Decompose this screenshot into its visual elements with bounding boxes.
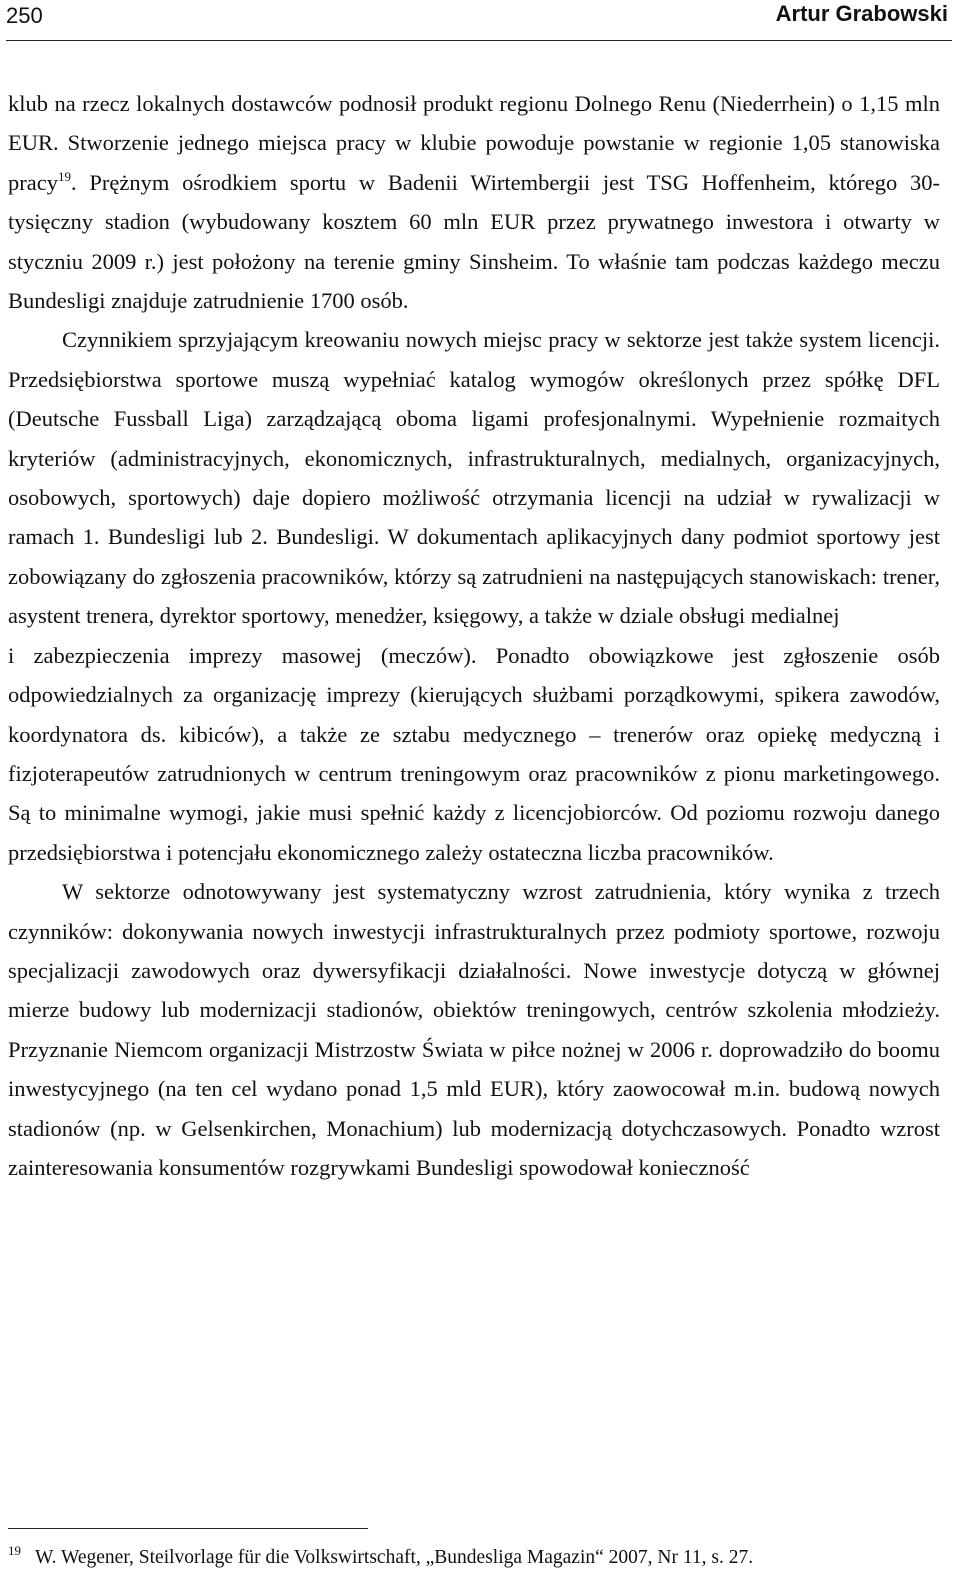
footnote bbox=[8, 1538, 940, 1571]
paragraph-2: Czynnikiem sprzyjającym kreowaniu nowych miejsc pracy w sektorze jest także system licencji. Przedsiębiorstwa sportowe muszą wypełniać katalog wymogów określonych przez spółkę DFL (Deutsche Fussball Liga) zarządzającą oboma ligami profesjonalnymi. Wypełnienie rozmaitych kryteriów (administracyjnych, ekonomicznych, infrastrukturalnych, medialnych, organizacyjnych, osobowych, sportowych) daje dopiero możliwość otrzymania licencji na udział w rywalizacji w ramach 1. Bundesligi lub 2. Bundesligi. W dokumentach aplikacyjnych dany podmiot sportowy jest zobowiązany do zgłoszenia pracowników, którzy są zatrudnieni na następujących stanowiskach: trener, asystent trenera, dyrektor sportowy, menedżer, księgowy, a także w dziale obsługi medialnej bbox=[8, 327, 940, 629]
footnote-number: 19 bbox=[8, 1543, 21, 1558]
body-text bbox=[8, 84, 940, 1187]
footnote-rule bbox=[8, 1528, 368, 1529]
header-rule bbox=[6, 40, 952, 41]
paragraph-1-part-b: . Prężnym ośrodkiem sportu w Badenii Wirtembergii jest TSG Hoffenheim, którego 30-tysięczny stadion (wybudowany kosztem 60 mln EUR przez prywatnego inwestora i otwarty w styczniu 2009 r.) jest położony na terenie gminy Sinsheim. To właśnie tam podczas każdego meczu Bundesligi znajduje zatrudnienie 1700 osób. bbox=[8, 169, 940, 314]
footnote-text: W. Wegener, Steilvorlage für die Volkswirtschaft, „Bundesliga Magazin“ 2007, Nr 11, s. 27. bbox=[35, 1547, 754, 1568]
paragraph-3: i zabezpieczenia imprezy masowej (meczów). Ponadto obowiązkowe jest zgłoszenie osób odpowiedzialnych za organizację imprezy (kierujących służbami porządkowymi, spikera zawodów, koordynatora ds. kibiców), a także ze sztabu medycznego – trenerów oraz opiekę medyczną i fizjoterapeutów zatrudnionych w centrum treningowym oraz pracowników z pionu marketingowego. Są to minimalne wymogi, jakie musi spełnić każdy z licencjobiorców. Od poziomu rozwoju danego przedsiębiorstwa i potencjału ekonomicznego zależy ostateczna liczba pracowników. bbox=[8, 642, 940, 865]
page-header bbox=[6, 0, 952, 40]
paragraph-4: W sektorze odnotowywany jest systematyczny wzrost zatrudnienia, który wynika z trzech czynników: dokonywania nowych inwestycji infrastrukturalnych przez podmioty sportowe, rozwoju specjalizacji zawodowych oraz dywersyfikacji działalności. Nowe inwestycje dotyczą w głównej mierze budowy lub modernizacji stadionów, obiektów treningowych, centrów szkolenia młodzieży. Przyznanie Niemcom organizacji Mistrzostw Świata w piłce nożnej w 2006 r. doprowadziło do boomu inwestycyjnego (na ten cel wydano ponad 1,5 mld EUR), który zaowocował m.in. budową nowych stadionów (np. w Gelsenkirchen, Monachium) lub modernizacją dotychczasowych. Ponadto wzrost zainteresowania konsumentów rozgrywkami Bundesligi spowodował konieczność bbox=[8, 879, 940, 1180]
page-number: 250 bbox=[6, 3, 43, 28]
paragraph-1-part-a: klub na rzecz lokalnych dostawców podnosił produkt regionu Dolnego Renu (Niederrhein) o 1,15 mln EUR. Stworzenie jednego miejsca pracy w klubie powoduje powstanie w regionie 1,05 stanowiska pracy bbox=[8, 91, 940, 195]
paragraph-1 bbox=[8, 84, 940, 320]
running-head-author: Artur Grabowski bbox=[775, 1, 948, 26]
footnote-reference: 19 bbox=[57, 168, 71, 184]
